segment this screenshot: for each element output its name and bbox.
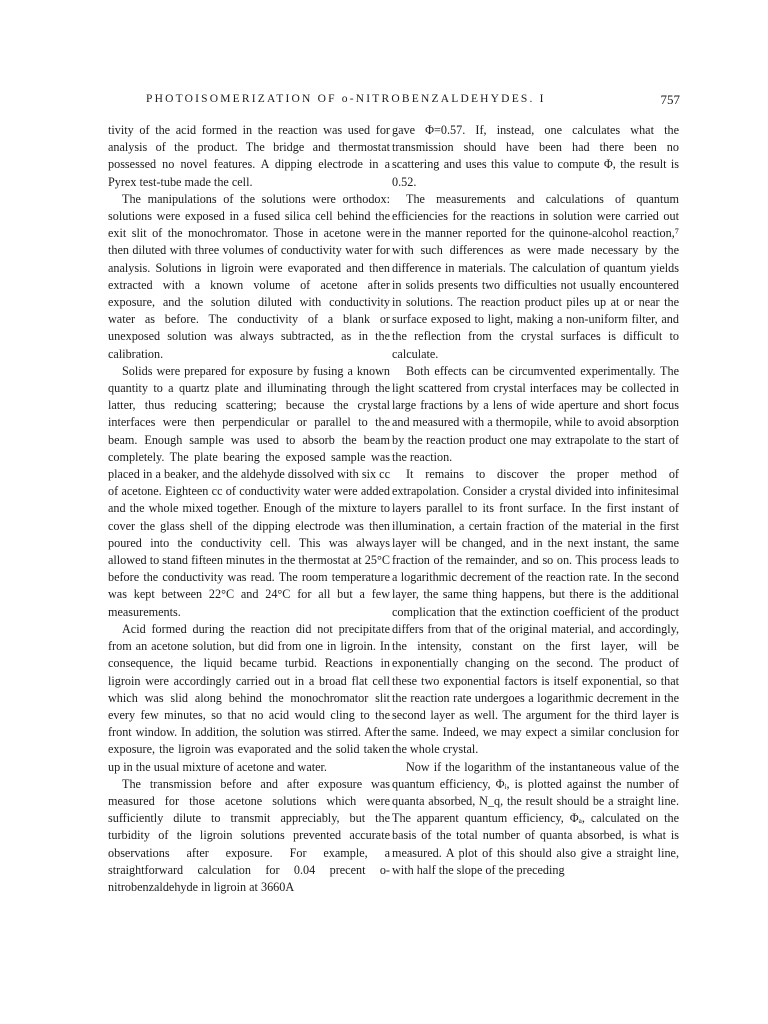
paragraph: The manipulations of the solutions were orthodox: solutions were exposed in a fused silica cell behind the exit slit of the monochromator. Those in acetone were then diluted with three volumes of conductivity water for analysis. Solutions in ligroin were evaporated and then extracted with a known volume of acetone after exposure, and the solution diluted with conductivity water as before. The conductivity of a blank or unexposed solution was always subtracted, as in the calibration. <box>108 191 390 361</box>
paragraph: Acid formed during the reaction did not precipitate from an acetone solution, but did from one in ligroin. In consequence, the liquid became turbid. Reactions in ligroin were accordingly carried out in a broad flat cell which was slid along behind the monochromator slit every few minutes, so that no acid would cling to the front window. In addition, the solution was stirred. After exposure, the ligroin was evaporated and the solid taken up in the usual mixture of acetone and water. <box>108 621 390 774</box>
page-number: 757 <box>660 92 680 107</box>
paragraph: It remains to discover the proper method of extrapolation. Consider a crystal divided into infinitesimal layers parallel to its front surface. In the first instant of illumination, a certain fraction of the material in the first layer will be changed, and in the next instant, the same fraction of the remainder, and so on. This process leads to a logarithmic decrement of the reaction rate. In the second layer, the same thing happens, but there is the additional complication that the extinction coefficient of the product differs from that of the original material, and accordingly, the intensity, constant on the first layer, will be exponentially changing on the second. The product of these two exponential factors is itself exponential, so that the reaction rate undergoes a logarithmic decrement in the second layer as well. The argument for the third layer is the same. Indeed, we may expect a similar conclusion for the whole crystal. <box>392 467 679 757</box>
paragraph: Now if the logarithm of the instantaneous value of the quantum efficiency, Φᵢ, is plotted against the number of quanta absorbed, N_q, the result should be a straight line. The apparent quantum efficiency, Φₐ, calculated on the basis of the total number of quanta absorbed, is what is measured. A plot of this should also give a straight line, with half the slope of the preceding <box>392 759 679 877</box>
paragraph: gave Φ=0.57. If, instead, one calculates what the transmission should have been had there been no scattering and uses this value to compute Φ, the result is 0.52. <box>392 123 679 189</box>
paragraph: Both effects can be circumvented experimentally. The light scattered from crystal interfaces may be collected in large fractions by a lens of wide aperture and short focus and measured with a thermopile, while to avoid absorption by the reaction product one may extrapolate to the start of the reaction. <box>392 363 679 464</box>
running-head <box>108 93 680 111</box>
paragraph: The transmission before and after exposure was measured for those acetone solutions which were sufficiently dilute to transmit appreciably, but the turbidity of the ligroin solutions prevented accurate observations after exposure. For example, a straightforward calculation for 0.04 precent o-nitrobenzaldehyde in ligroin at 3660A <box>108 776 390 894</box>
paragraph: tivity of the acid formed in the reaction was used for analysis of the product. The bridge and thermostat possessed no novel features. A dipping electrode in a Pyrex test-tube made the cell. <box>108 123 390 189</box>
paragraph: Solids were prepared for exposure by fusing a known quantity to a quartz plate and illuminating through the latter, thus reducing scattering; because the crystal interfaces were then perpendicular or parallel to the beam. Enough sample was used to absorb the beam completely. The plate bearing the exposed sample was placed in a beaker, and the aldehyde dissolved with six cc of acetone. Eighteen cc of conductivity water were added and the whole mixed together. Enough of the mixture to cover the glass shell of the dipping electrode was then poured into the conductivity cell. This was always allowed to stand fifteen minutes in the thermostat at 25°C before the conductivity was read. The room temperature was kept between 22°C and 24°C for all but a few measurements. <box>108 363 390 619</box>
paragraph: The measurements and calculations of quantum efficiencies for the reactions in solution were carried out in the manner reported for the quinone-alcohol reaction,⁷ with such differences as were made necessary by the difference in materials. The calculation of quantum yields in solids presents two difficulties not usually encountered in solutions. The reaction product piles up at or near the surface exposed to light, making a non-uniform filter, and the reflection from the crystal surfaces is difficult to calculate. <box>392 191 679 361</box>
left-column <box>108 122 390 896</box>
right-column <box>392 122 679 879</box>
running-title: PHOTOISOMERIZATION OF o-NITROBENZALDEHYDES. I <box>146 93 546 105</box>
